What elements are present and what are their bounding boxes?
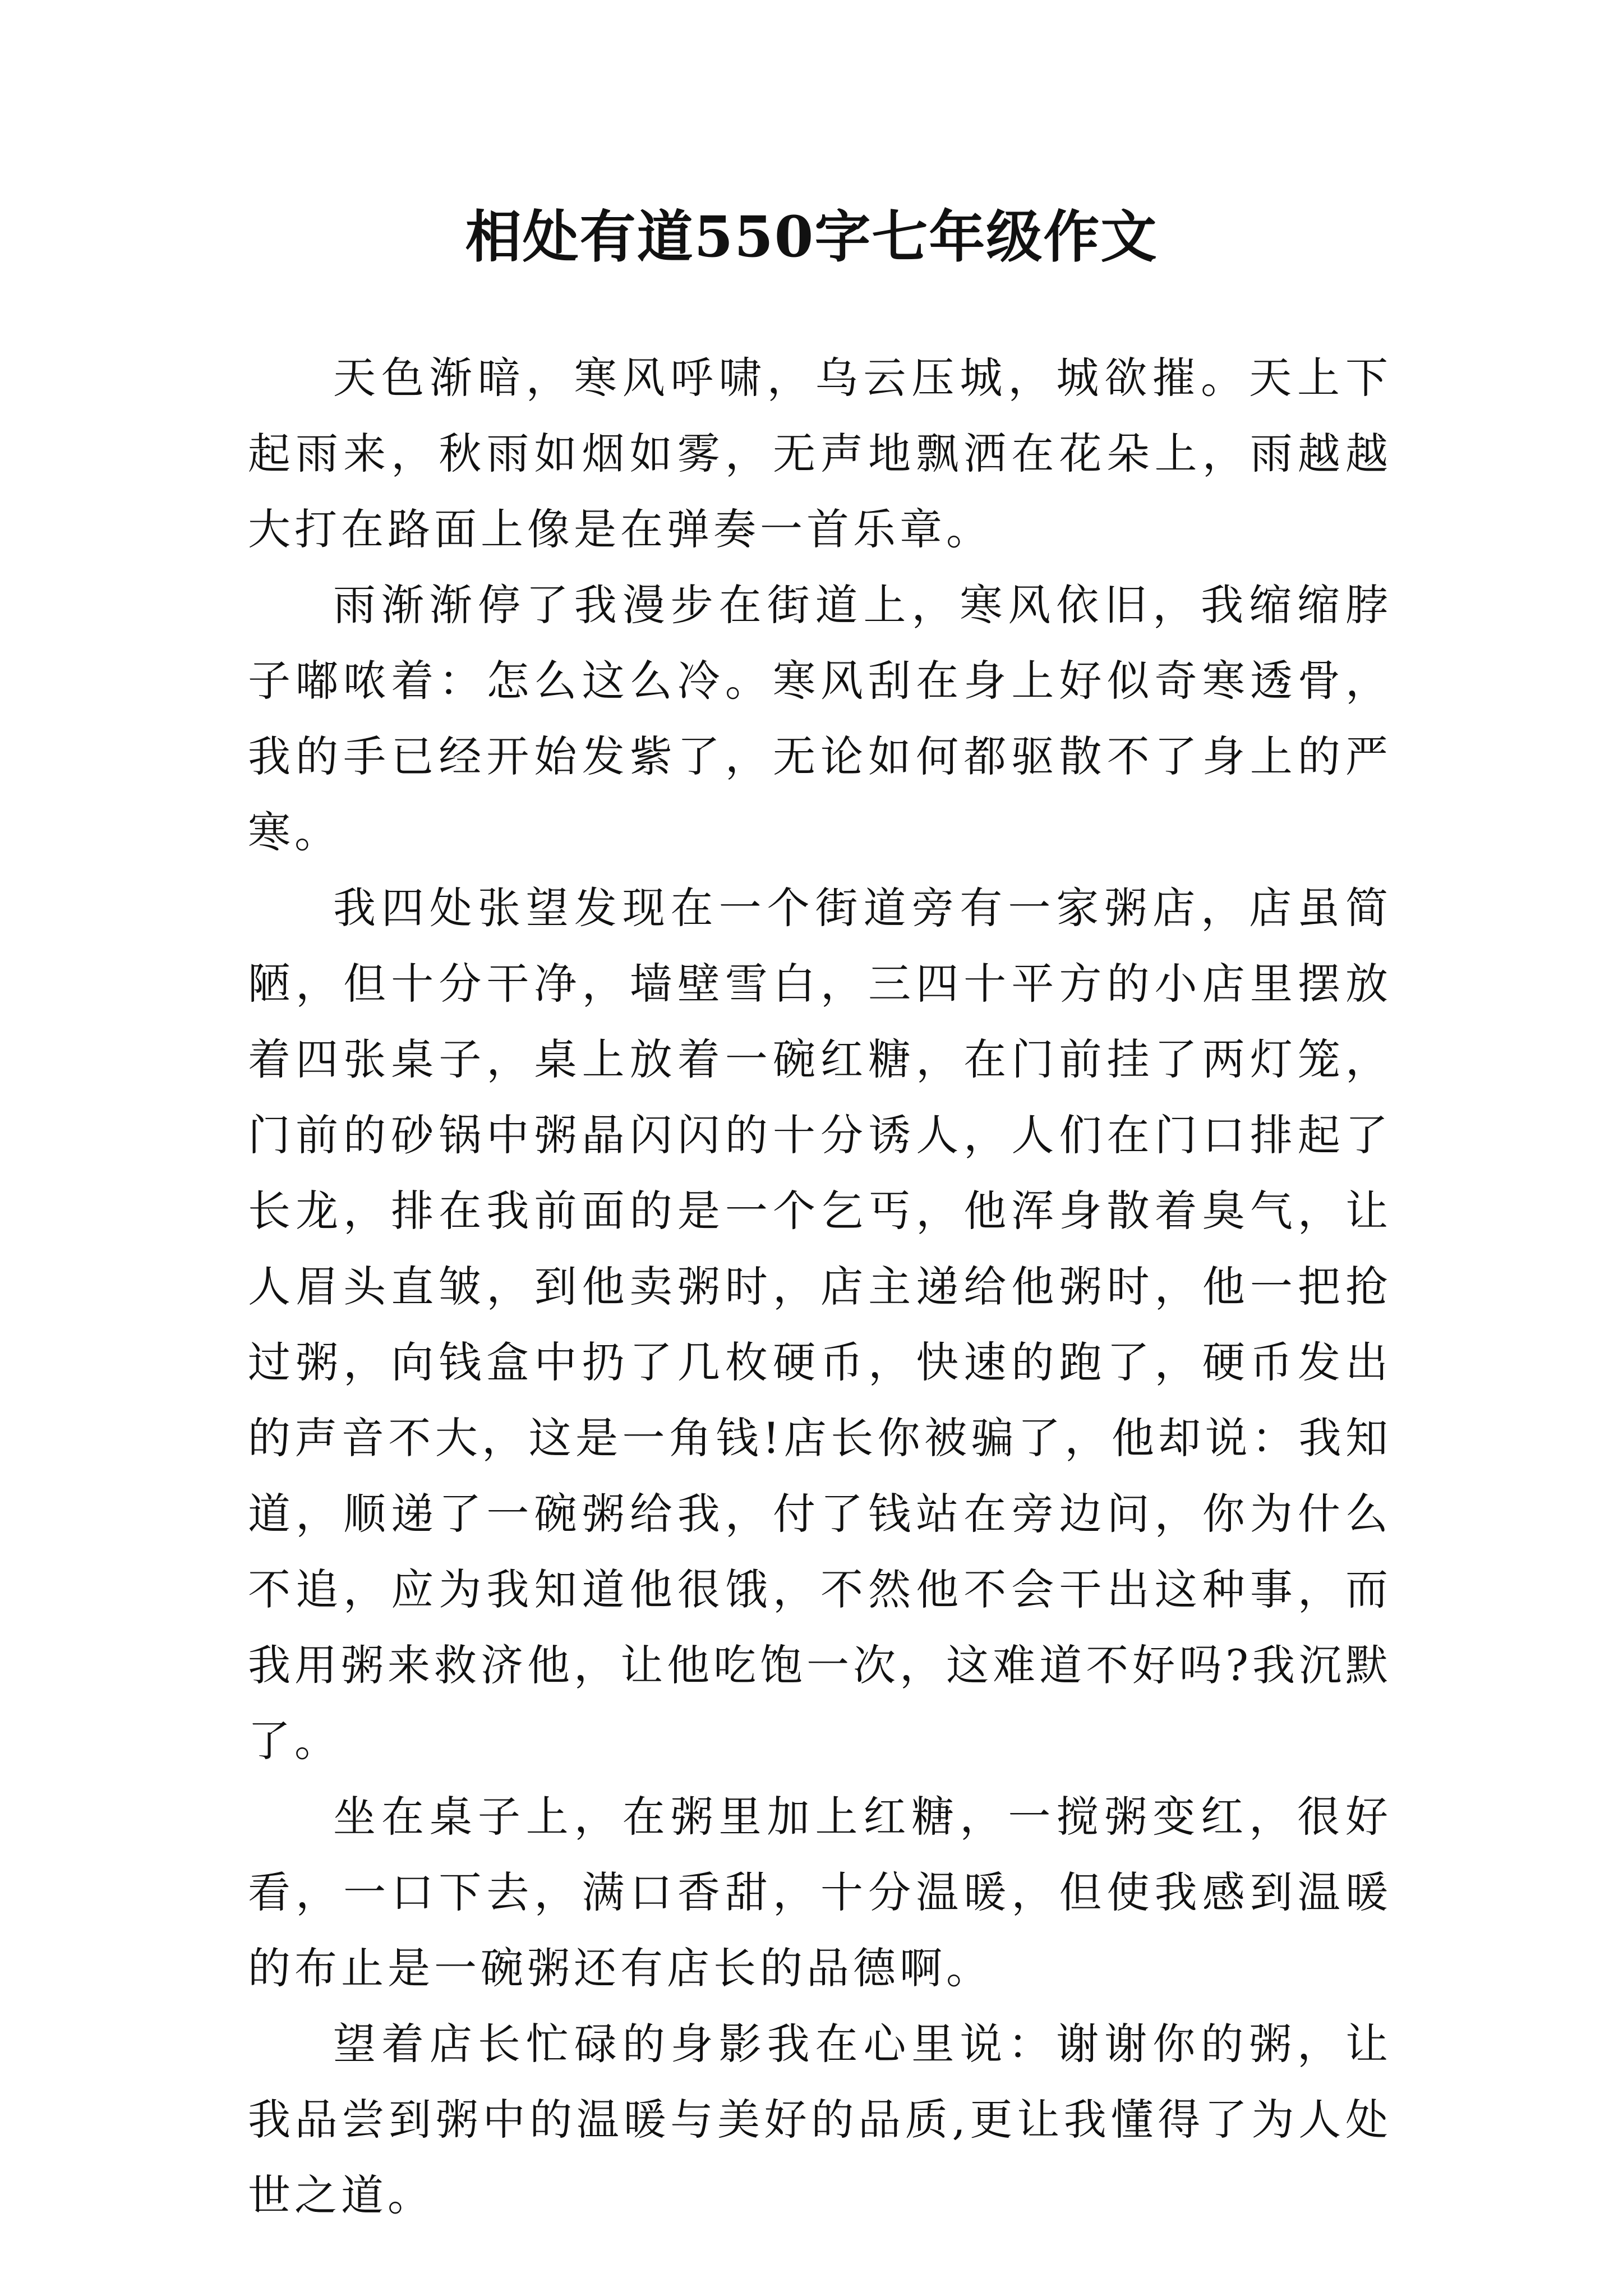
paragraph-3: 我四处张望发现在一个街道旁有一家粥店，店虽简陋，但十分干净，墙壁雪白，三四十平方的小店里摆放着四张桌子，桌上放着一碗红糖，在门前挂了两灯笼，门前的砂锅中粥晶闪闪的十分诱人，人们在门口排起了长龙，排在我前面的是一个乞丐，他浑身散着臭气，让人眉头直皱，到他卖粥时，店主递给他粥时，他一把抢过粥，向钱盒中扔了几枚硬币，快速的跑了，硬币发出的声音不大，这是一角钱!店长你被骗了，他却说：我知道，顺递了一碗粥给我，付了钱站在旁边问，你为什么不追，应为我知道他很饿，不然他不会干出这种事，而我用粥来救济他，让他吃饱一次，这难道不好吗?我沉默了。 [248, 883, 1392, 1766]
paragraph-4: 坐在桌子上，在粥里加上红糖，一搅粥变红，很好看，一口下去，满口香甜，十分温暖，但使我感到温暖的布止是一碗粥还有店长的品德啊。 [248, 1792, 1392, 1993]
page-title: 相处有道550字七年级作文 [465, 204, 1158, 270]
essay-body [248, 340, 1392, 2233]
paragraph-1: 天色渐暗，寒风呼啸，乌云压城，城欲摧。天上下起雨来，秋雨如烟如雾，无声地飘洒在花朵上，雨越越大打在路面上像是在弹奏一首乐章。 [248, 353, 1392, 554]
paragraph-5: 望着店长忙碌的身影我在心里说：谢谢你的粥，让我品尝到粥中的温暖与美好的品质,更让我懂得了为人处世之道。 [248, 2019, 1392, 2220]
paragraph-2: 雨渐渐停了我漫步在街道上，寒风依旧，我缩缩脖子嘟哝着：怎么这么冷。寒风刮在身上好似奇寒透骨，我的手已经开始发紫了，无论如何都驱散不了身上的严寒。 [248, 580, 1392, 857]
